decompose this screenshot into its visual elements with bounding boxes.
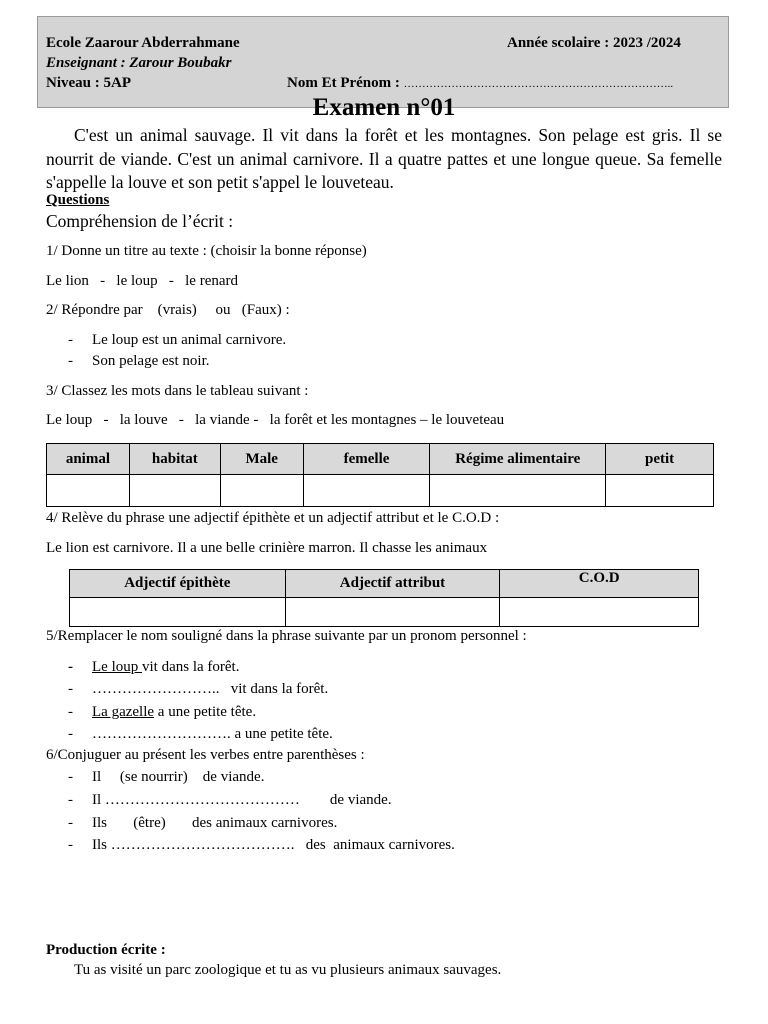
- q1-prompt: 1/ Donne un titre au texte : (choisir la bonne réponse): [46, 243, 367, 259]
- col-header-attribut: Adjectif attribut: [285, 570, 500, 598]
- col-header-animal: animal: [47, 444, 130, 475]
- answer-cell[interactable]: [606, 475, 714, 507]
- answer-cell[interactable]: [47, 475, 130, 507]
- q5-prompt: 5/Remplacer le nom souligné dans la phrase suivante par un pronom personnel :: [46, 628, 527, 644]
- col-header-epithete: Adjectif épithète: [70, 570, 286, 598]
- q1-options: Le lion - le loup - le renard: [46, 273, 239, 289]
- q3-words: Le loup - la louve - la viande - la forêt et les montagnes – le louveteau: [46, 412, 505, 428]
- underlined-noun: La gazelle: [92, 704, 155, 720]
- q6-item: - Ils ………………………………. des animaux carnivores.: [68, 837, 455, 853]
- school-year: Année scolaire : 2023 /2024: [507, 35, 681, 51]
- q2-item-text: Son pelage est noir.: [92, 353, 210, 369]
- answer-cell[interactable]: [500, 598, 699, 627]
- production-heading: Production écrite :: [46, 942, 166, 958]
- answer-cell[interactable]: [303, 475, 430, 507]
- reading-text: [46, 124, 722, 195]
- col-header-femelle: femelle: [303, 444, 430, 475]
- q5-item: - ………………………. a une petite tête.: [68, 726, 333, 742]
- underlined-noun: Le loup: [92, 659, 142, 675]
- q6-item: - Ils (être) des animaux carnivores.: [68, 815, 338, 831]
- name-dots: ………………………………………………………………..: [403, 78, 674, 90]
- reading-paragraph: C'est un animal sauvage. Il vit dans la forêt et les montagnes. Son pelage est gris. Il se nourrit de viande. C'est un animal carnivore. Il a quatre pattes et une longue queue. Sa femelle s'appelle la louve et son petit s'appel le louveteau.: [46, 125, 722, 192]
- production-prompt: Tu as visité un parc zoologique et tu as vu plusieurs animaux sauvages.: [74, 962, 502, 978]
- q3-prompt: 3/ Classez les mots dans le tableau suivant :: [46, 383, 309, 399]
- q5-item-text: a une petite tête.: [154, 704, 257, 720]
- q4-sentence: Le lion est carnivore. Il a une belle crinière marron. Il chasse les animaux: [46, 540, 488, 556]
- q2-item: - Le loup est un animal carnivore.: [68, 332, 287, 348]
- answer-cell[interactable]: [220, 475, 303, 507]
- answer-cell[interactable]: [129, 475, 220, 507]
- grammar-table: [69, 569, 699, 627]
- q6-item: - Il ………………………………… de viande.: [68, 792, 392, 808]
- answer-cell[interactable]: [430, 475, 606, 507]
- q4-prompt: 4/ Relève du phrase une adjectif épithète et un adjectif attribut et le C.O.D :: [46, 510, 500, 526]
- q2-prompt: 2/ Répondre par (vrais) ou (Faux) :: [46, 302, 290, 318]
- q5-item: - Le loup vit dans la forêt.: [68, 659, 240, 675]
- q5-item: - …………………….. vit dans la forêt.: [68, 681, 329, 697]
- page-title: Examen n°01: [312, 94, 456, 121]
- q5-item-text: vit dans la forêt.: [142, 659, 240, 675]
- answer-cell[interactable]: [285, 598, 500, 627]
- q6-item-text: Ils (être) des animaux carnivores.: [92, 815, 338, 831]
- comprehension-heading: Compréhension de l’écrit :: [46, 211, 234, 231]
- classification-table: [46, 443, 714, 507]
- q6-item-text: Ils ………………………………. des animaux carnivores.: [92, 837, 455, 853]
- q2-item-text: Le loup est un animal carnivore.: [92, 332, 287, 348]
- col-header-habitat: habitat: [129, 444, 220, 475]
- col-header-male: Male: [220, 444, 303, 475]
- col-header-regime: Régime alimentaire: [430, 444, 606, 475]
- q6-item: - Il (se nourrir) de viande.: [68, 769, 265, 785]
- q6-item-text: Il (se nourrir) de viande.: [92, 769, 265, 785]
- col-header-petit: petit: [606, 444, 714, 475]
- q6-prompt: 6/Conjuguer au présent les verbes entre parenthèses :: [46, 747, 365, 763]
- col-header-cod: C.O.D: [500, 570, 699, 598]
- q5-item-text: ………………………. a une petite tête.: [92, 726, 333, 742]
- q2-item: - Son pelage est noir.: [68, 353, 210, 369]
- level: Niveau : 5AP: [46, 75, 131, 91]
- name-label: Nom Et Prénom :: [287, 75, 400, 91]
- q5-item: - La gazelle a une petite tête.: [68, 704, 257, 720]
- school-name: Ecole Zaarour Abderrahmane: [46, 35, 240, 51]
- q5-item-text: …………………….. vit dans la forêt.: [92, 681, 329, 697]
- q6-item-text: Il ………………………………… de viande.: [92, 792, 392, 808]
- questions-heading: Questions: [46, 192, 110, 208]
- teacher-name: Enseignant : Zarour Boubakr: [46, 55, 232, 71]
- student-name-field[interactable]: [287, 75, 673, 92]
- answer-cell[interactable]: [70, 598, 286, 627]
